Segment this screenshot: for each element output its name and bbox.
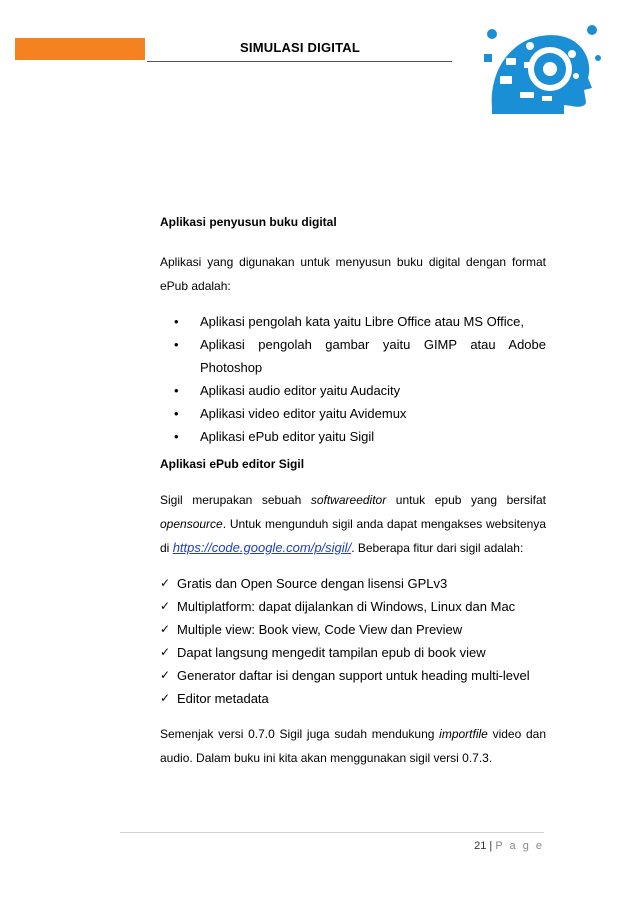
checkmark-icon: ✓ bbox=[160, 691, 171, 705]
bullet-icon: • bbox=[174, 337, 179, 352]
list-item: • Aplikasi pengolah kata yaitu Libre Office atau MS Office, bbox=[160, 310, 546, 333]
bullet-icon: • bbox=[174, 406, 179, 421]
list-item: ✓ Multiple view: Book view, Code View dan Preview bbox=[160, 618, 546, 641]
paragraph-line: audio. Dalam buku ini kita akan menggunakan sigil versi 0.7.3. bbox=[160, 751, 493, 765]
paragraph-line: Sigil merupakan sebuah softwareeditor untuk epub yang bersifat bbox=[160, 493, 546, 507]
header-accent-bar bbox=[15, 38, 145, 60]
list-item: • Aplikasi ePub editor yaitu Sigil bbox=[160, 425, 546, 448]
section-heading: Aplikasi ePub editor Sigil bbox=[160, 457, 305, 471]
page-label: P a g e bbox=[495, 840, 544, 852]
list-item: • Aplikasi video editor yaitu Avidemux bbox=[160, 402, 546, 425]
page-number: 21 bbox=[474, 840, 487, 852]
bullet-list bbox=[160, 310, 546, 448]
list-item: ✓ Dapat langsung mengedit tampilan epub di book view bbox=[160, 641, 546, 664]
checkmark-icon: ✓ bbox=[160, 576, 171, 590]
paragraph-line: opensource. Untuk mengunduh sigil anda dapat mengakses websitenya bbox=[160, 517, 546, 531]
page-footer: 21 | P a g e bbox=[474, 840, 544, 852]
bullet-icon: • bbox=[174, 314, 179, 329]
checkmark-icon: ✓ bbox=[160, 599, 171, 613]
checkmark-icon: ✓ bbox=[160, 622, 171, 636]
paragraph-line: Semenjak versi 0.7.0 Sigil juga sudah mendukung importfile video dan bbox=[160, 727, 546, 741]
checkmark-icon: ✓ bbox=[160, 645, 171, 659]
footer-rule bbox=[120, 832, 544, 833]
bullet-icon: • bbox=[174, 429, 179, 444]
list-item: ✓ Generator daftar isi dengan support untuk heading multi-level bbox=[160, 664, 546, 687]
list-item: ✓ Editor metadata bbox=[160, 687, 546, 710]
header-title: SIMULASI DIGITAL bbox=[240, 40, 360, 55]
paragraph-line: di https://code.google.com/p/sigil/. Beberapa fitur dari sigil adalah: bbox=[160, 540, 524, 555]
list-item: • Aplikasi audio editor yaitu Audacity bbox=[160, 379, 546, 402]
page-content bbox=[160, 210, 546, 770]
list-item: ✓ Multiplatform: dapat dijalankan di Windows, Linux dan Mac bbox=[160, 595, 546, 618]
paragraph-line: Aplikasi yang digunakan untuk menyusun buku digital dengan format bbox=[160, 255, 546, 269]
feature-list bbox=[160, 572, 546, 710]
list-item: • Aplikasi pengolah gambar yaitu GIMP atau Adobe Photoshop bbox=[160, 333, 546, 379]
header-rule bbox=[147, 61, 452, 62]
list-item: ✓ Gratis dan Open Source dengan lisensi GPLv3 bbox=[160, 572, 546, 595]
digital-head-logo bbox=[480, 14, 604, 114]
paragraph-line: ePub adalah: bbox=[160, 279, 231, 293]
bullet-icon: • bbox=[174, 383, 179, 398]
section-heading: Aplikasi penyusun buku digital bbox=[160, 215, 337, 229]
checkmark-icon: ✓ bbox=[160, 668, 171, 682]
sigil-link[interactable]: https://code.google.com/p/sigil/ bbox=[172, 540, 352, 555]
